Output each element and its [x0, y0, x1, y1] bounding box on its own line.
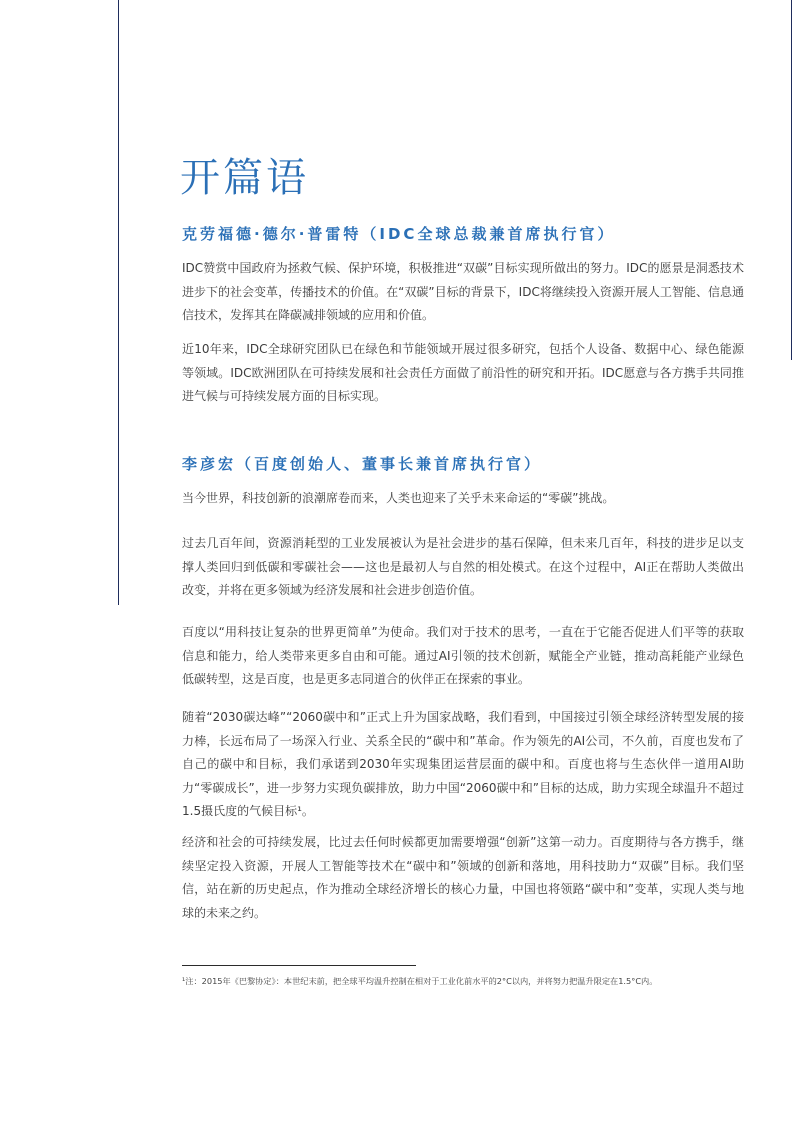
right-vertical-rule — [791, 0, 792, 360]
page-title: 开篇语 — [180, 155, 309, 201]
paragraph: IDC赞赏中国政府为拯救气候、保护环境，积极推进“双碳”目标实现所做出的努力。IDC的愿景是洞悉技术进步下的社会变革，传播技术的价值。在“双碳”目标的背景下，IDC将继续投入资源开展人工智能、信息通信技术，发挥其在降碳减排领域的应用和价值。 — [182, 261, 744, 322]
paragraph: 当今世界，科技创新的浪潮席卷而来，人类也迎来了关乎未来命运的“零碳”挑战。 — [182, 491, 615, 505]
paragraph: 过去几百年间，资源消耗型的工业发展被认为是社会进步的基石保障，但未来几百年，科技的进步足以支撑人类回归到低碳和零碳社会——这也是最初人与自然的相处模式。在这个过程中，AI正在帮助人类做出改变，并将在更多领域为经济发展和社会进步创造价值。 — [182, 536, 744, 597]
footnote-divider — [182, 965, 416, 966]
section-heading-baidu: 李彦宏（百度创始人、董事长兼首席执行官） — [182, 455, 543, 473]
paragraph: 近10年来，IDC全球研究团队已在绿色和节能领域开展过很多研究，包括个人设备、数据中心、绿色能源等领域。IDC欧洲团队在可持续发展和社会责任方面做了前沿性的研究和开拓。IDC愿意与各方携手共同推进气候与可持续发展方面的目标实现。 — [182, 342, 744, 403]
paragraph: 百度以“用科技让复杂的世界更简单”为使命。我们对于技术的思考，一直在于它能否促进人们平等的获取信息和能力，给人类带来更多自由和可能。通过AI引领的技术创新，赋能全产业链，推动高耗能产业绿色低碳转型，这是百度，也是更多志同道合的伙伴正在探索的事业。 — [182, 625, 744, 686]
paragraph: 经济和社会的可持续发展，比过去任何时候都更加需要增强“创新”这第一动力。百度期待与各方携手，继续坚定投入资源，开展人工智能等技术在“碳中和”领域的创新和落地，用科技助力“双碳”目标。我们坚信，站在新的历史起点，作为推动全球经济增长的核心力量，中国也将领路“碳中和”变革，实现人类与地球的未来之约。 — [182, 835, 744, 920]
footnote: ¹注：2015年《巴黎协定》：本世纪末前，把全球平均温升控制在相对于工业化前水平的2°C以内，并将努力把温升限定在1.5°C内。 — [182, 976, 658, 986]
left-vertical-rule — [118, 0, 119, 605]
paragraph: 随着“2030碳达峰”“2060碳中和”正式上升为国家战略，我们看到，中国接过引领全球经济转型发展的接力棒，长远布局了一场深入行业、关系全民的“碳中和”革命。作为领先的AI公司，不久前，百度也发布了自己的碳中和目标，我们承诺到2030年实现集团运营层面的碳中和。百度也将与生态伙伴一道用AI助力“零碳成长”，进一步努力实现负碳排放，助力中国“2060碳中和”目标的达成，助力实现全球温升不超过1.5摄氏度的气候目标¹。 — [182, 710, 744, 818]
section-heading-idc: 克劳福德·德尔·普雷特（IDC全球总裁兼首席执行官） — [182, 225, 616, 243]
